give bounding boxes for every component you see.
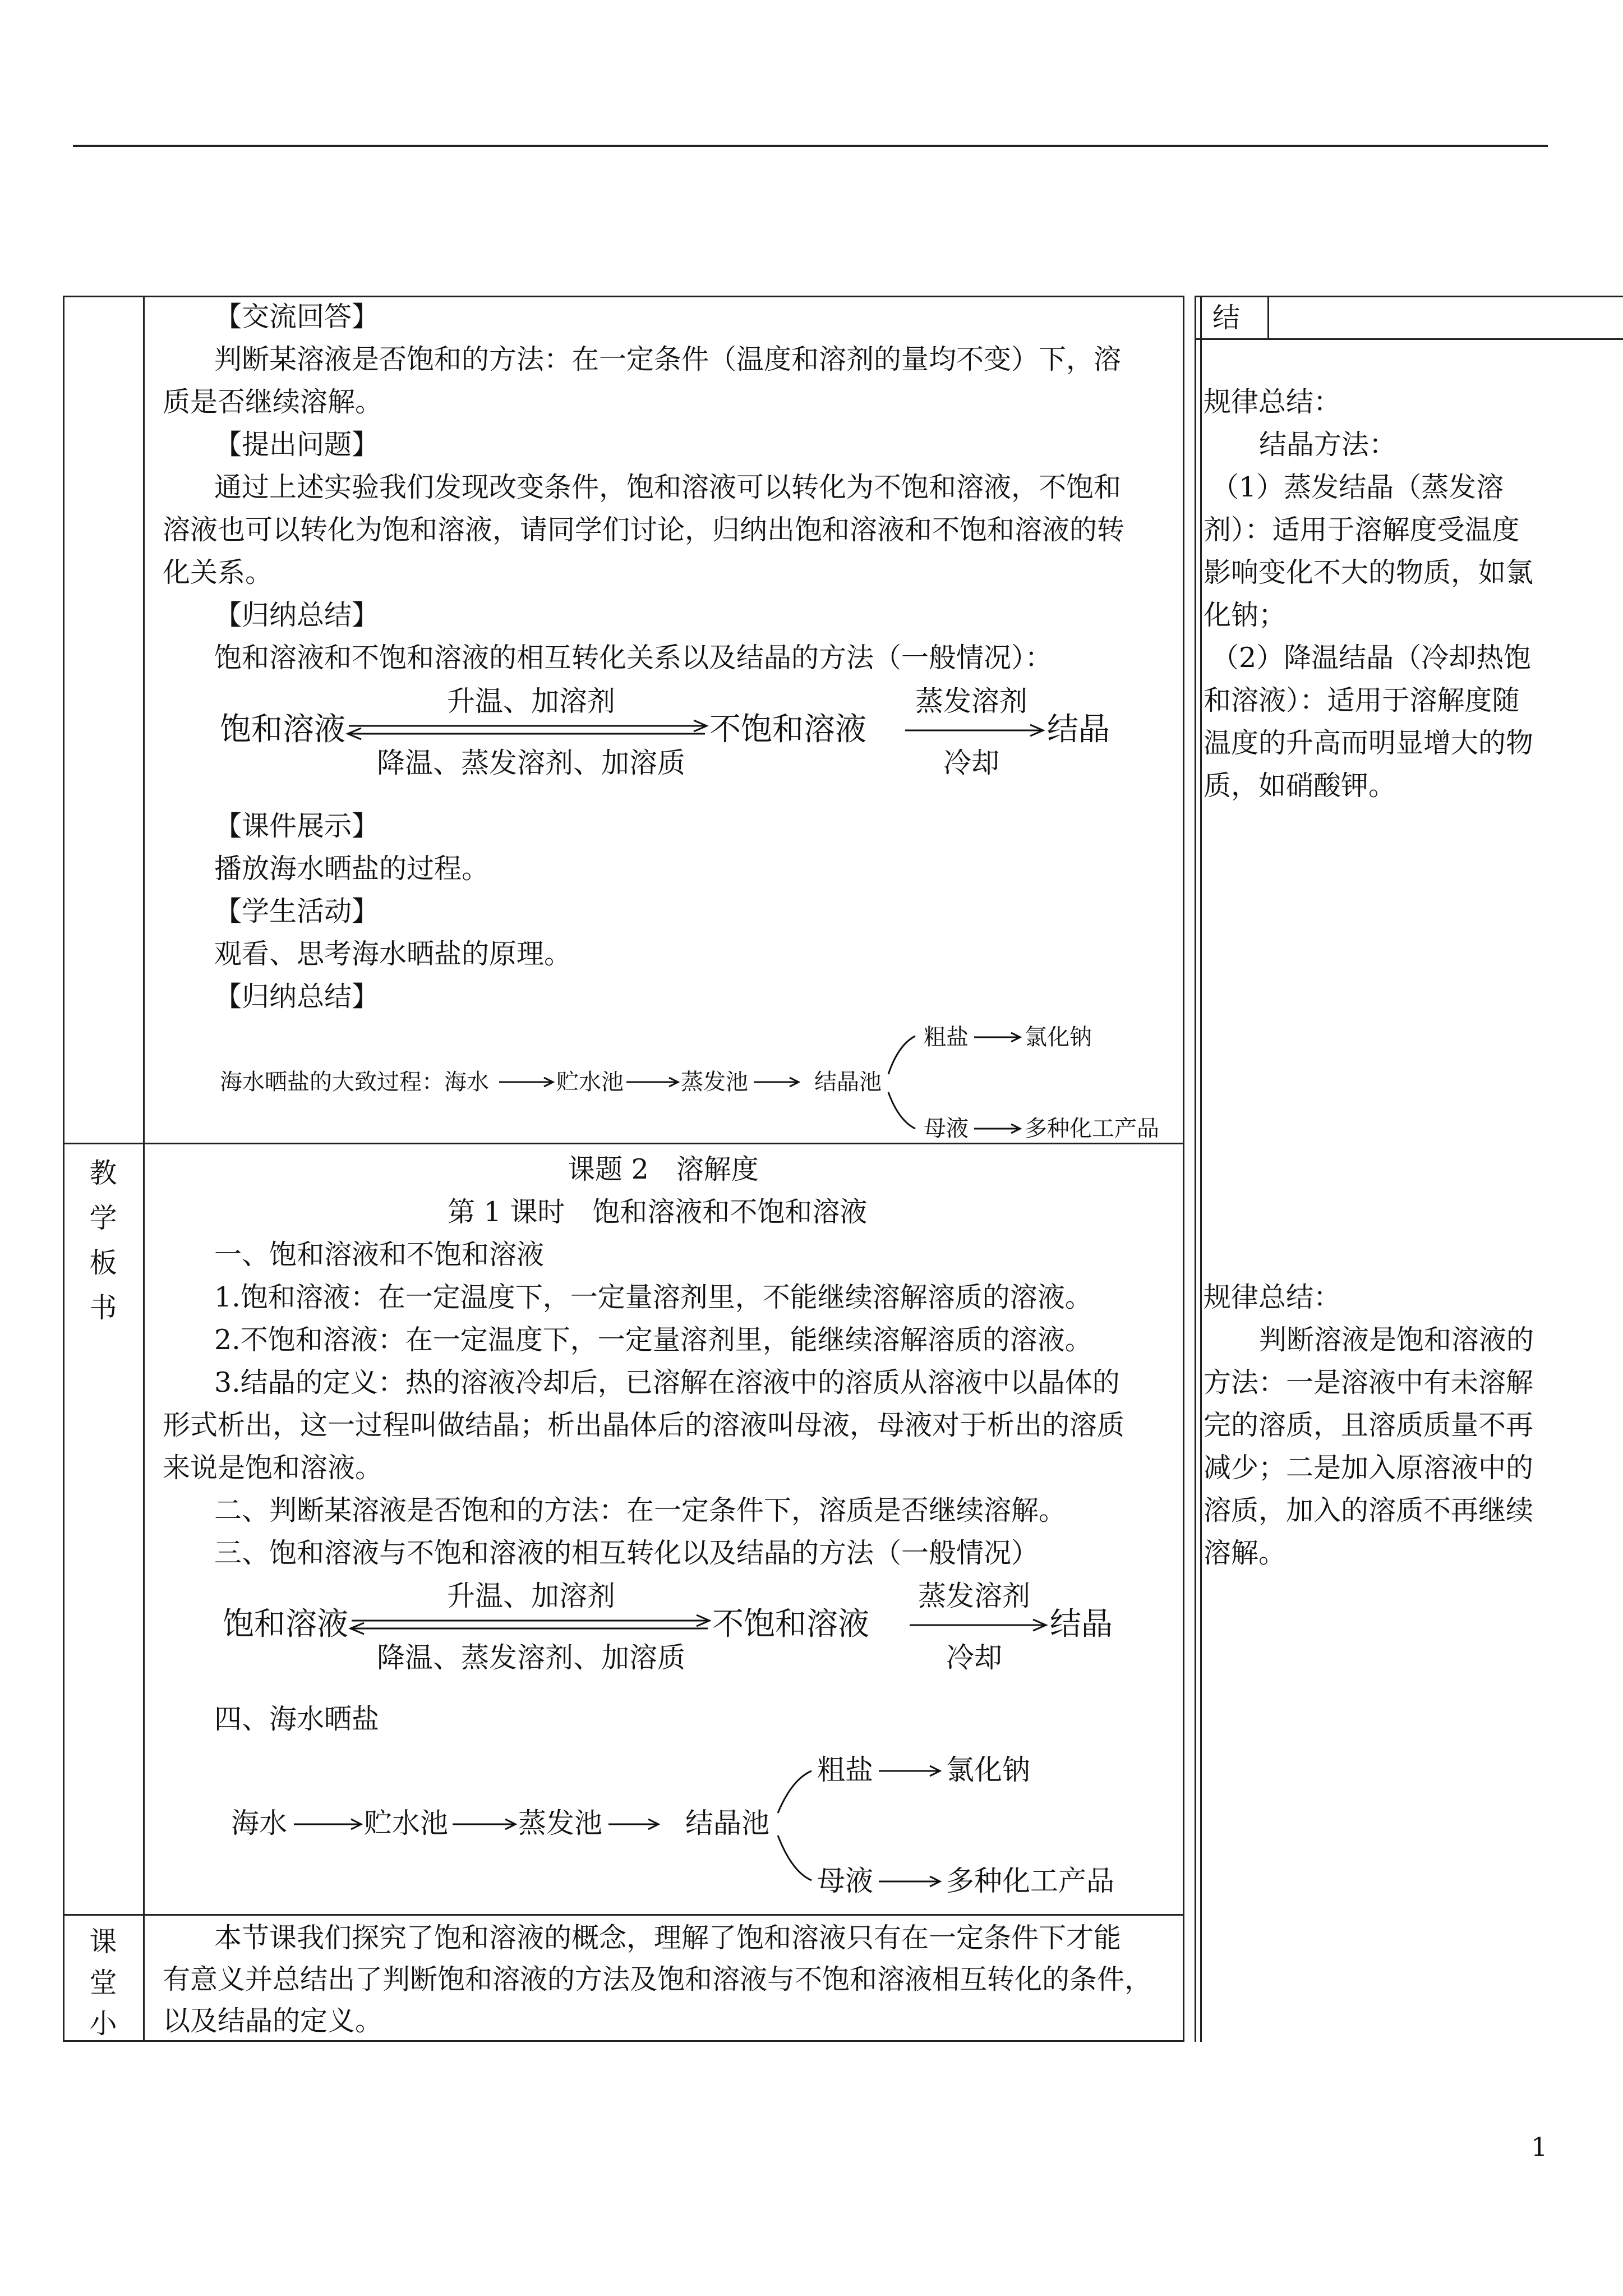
branch-chemical-products: 多种化工产品 <box>946 1865 1114 1897</box>
rule-line: 溶解。 <box>1204 1537 1287 1569</box>
label-char: 堂 <box>89 1967 117 1999</box>
board-item: 四、海水晒盐 <box>214 1703 380 1735</box>
summary-line: 本节课我们探究了饱和溶液的概念，理解了饱和溶液只有在一定条件下才能 <box>214 1922 1122 1954</box>
rule-line: 化钠； <box>1204 599 1287 631</box>
top-condition-label: 升温、加溶剂 <box>447 685 615 717</box>
saturated-solution-label: 饱和溶液 <box>223 1606 348 1642</box>
arrow-right-icon <box>608 1819 658 1829</box>
heading-exchange-answer: 【交流回答】 <box>214 301 380 333</box>
step-evaporation-pool: 蒸发池 <box>518 1807 602 1839</box>
side-header-divider <box>1195 338 1623 340</box>
arrow-right-icon <box>294 1819 361 1829</box>
board-item: 1.饱和溶液：在一定温度下，一定量溶剂里，不能继续溶解溶质的溶液。 <box>214 1281 1092 1313</box>
branch-coarse-salt: 粗盐 <box>924 1024 969 1050</box>
summary-line: 以及结晶的定义。 <box>163 2005 383 2037</box>
rule-line: 方法：一是溶液中有未溶解 <box>1204 1366 1534 1398</box>
row-divider-2 <box>63 1914 1184 1916</box>
column-divider <box>143 296 145 2042</box>
side-border-top <box>1195 296 1623 297</box>
label-char: 课 <box>89 1926 117 1958</box>
board-item: 二、判断某溶液是否饱和的方法：在一定条件下，溶质是否继续溶解。 <box>214 1494 1067 1526</box>
branch-sodium-chloride: 氯化钠 <box>1025 1024 1092 1050</box>
arrow-right-icon <box>499 1078 553 1087</box>
board-item: 2.不饱和溶液：在一定温度下，一定量溶剂里，能继续溶解溶质的溶液。 <box>214 1324 1092 1356</box>
rule-line: 质，如硝酸钾。 <box>1204 770 1396 802</box>
rule-title: 规律总结： <box>1204 1281 1341 1313</box>
arrow-right-icon <box>879 1766 940 1776</box>
board-item: 来说是饱和溶液。 <box>163 1452 383 1484</box>
rule-line: 溶质，加入的溶质不再继续 <box>1204 1494 1534 1526</box>
double-arrow-icon <box>351 1615 709 1634</box>
salt-process-prefix: 海水晒盐的大致过程：海水 <box>220 1069 489 1095</box>
text-line: 通过上述实验我们发现改变条件，饱和溶液可以转化为不饱和溶液，不饱和 <box>214 471 1122 503</box>
heading-summary-2: 【归纳总结】 <box>214 981 380 1013</box>
rule-line: 完的溶质，且溶质质量不再 <box>1204 1409 1534 1441</box>
evaporate-solvent-label: 蒸发溶剂 <box>915 685 1027 717</box>
evaporate-solvent-label: 蒸发溶剂 <box>918 1580 1030 1612</box>
label-char: 小 <box>89 2008 117 2040</box>
crystallization-label: 结晶 <box>1050 1606 1113 1642</box>
label-char: 学 <box>89 1202 117 1234</box>
side-border-left-inner <box>1200 296 1202 2042</box>
rule-line: （2）降温结晶（冷却热饱 <box>1211 642 1532 674</box>
step-storage-pool: 贮水池 <box>364 1807 448 1839</box>
top-condition-label: 升温、加溶剂 <box>447 1580 615 1612</box>
rule-line: 减少；二是加入原溶液中的 <box>1204 1452 1534 1484</box>
rule-title: 规律总结： <box>1204 386 1341 418</box>
text-line: 化关系。 <box>163 556 273 588</box>
heading-courseware: 【课件展示】 <box>214 810 380 842</box>
arrow-right-icon <box>754 1078 799 1087</box>
heading-summary: 【归纳总结】 <box>214 599 380 631</box>
step-evaporation-pool: 蒸发池 <box>681 1069 748 1095</box>
text-line: 判断某溶液是否饱和的方法：在一定条件（温度和溶剂的量均不变）下，溶 <box>214 343 1122 375</box>
conversion-diagram <box>220 685 1173 781</box>
side-notes <box>1195 296 1623 2042</box>
branch-mother-liquor: 母液 <box>924 1116 969 1140</box>
board-item: 一、饱和溶液和不饱和溶液 <box>214 1239 545 1271</box>
rule-line: 结晶方法： <box>1259 429 1397 461</box>
lesson-table <box>63 296 1184 2042</box>
bottom-condition-label: 降温、蒸发溶剂、加溶质 <box>377 747 685 779</box>
step-storage-pool: 贮水池 <box>556 1069 624 1095</box>
branch-arrows-icon <box>778 1771 811 1880</box>
rule-line: （1）蒸发结晶（蒸发溶 <box>1211 471 1504 503</box>
saturated-solution-label: 饱和溶液 <box>220 711 345 748</box>
side-header-cell-divider <box>1267 296 1269 339</box>
board-item: 形式析出，这一过程叫做结晶；析出晶体后的溶液叫母液，母液对于析出的溶质 <box>163 1409 1125 1441</box>
header-rule <box>73 145 1548 147</box>
rule-line: 温度的升高而明显增大的物 <box>1204 727 1534 759</box>
arrow-right-icon <box>626 1078 678 1087</box>
step-crystallization-pool: 结晶池 <box>814 1069 882 1095</box>
board-salt-process-diagram <box>231 1740 1184 1911</box>
arrow-right-icon <box>974 1033 1020 1042</box>
cool-label: 冷却 <box>943 747 999 779</box>
cool-label: 冷却 <box>946 1641 1002 1674</box>
arrow-right-icon <box>879 1876 940 1887</box>
side-border-left <box>1195 296 1196 2042</box>
text-line: 溶液也可以转化为饱和溶液，请同学们讨论，归纳出饱和溶液和不饱和溶液的转 <box>163 514 1125 546</box>
board-conversion-diagram <box>223 1580 1176 1676</box>
text-line: 饱和溶液和不饱和溶液的相互转化关系以及结晶的方法（一般情况）： <box>214 642 1053 674</box>
rule-line: 影响变化不大的物质，如氯 <box>1204 556 1534 588</box>
unsaturated-solution-label: 不饱和溶液 <box>712 1606 869 1642</box>
double-arrow-icon <box>348 720 707 739</box>
step-crystallization-pool: 结晶池 <box>685 1807 769 1839</box>
table-border-left <box>63 296 64 2042</box>
label-char: 书 <box>89 1292 117 1324</box>
side-header: 结 <box>1212 302 1241 334</box>
row-divider-1 <box>63 1143 1184 1144</box>
salt-process-diagram <box>220 1014 1173 1140</box>
text-line: 播放海水晒盐的过程。 <box>214 853 490 885</box>
text-line: 质是否继续溶解。 <box>163 386 383 418</box>
label-char: 板 <box>89 1247 117 1279</box>
arrow-right-icon <box>910 1619 1046 1631</box>
branch-sodium-chloride: 氯化钠 <box>946 1754 1030 1786</box>
unsaturated-solution-label: 不饱和溶液 <box>709 711 866 748</box>
summary-line: 有意义并总结出了判断饱和溶液的方法及饱和溶液与不饱和溶液相互转化的条件， <box>163 1963 1152 1995</box>
step-seawater: 海水 <box>231 1807 287 1839</box>
crystallization-label: 结晶 <box>1047 711 1110 748</box>
text-line: 观看、思考海水晒盐的原理。 <box>214 938 572 970</box>
heading-student-activity: 【学生活动】 <box>214 895 380 927</box>
board-title: 课题 2 溶解度 <box>568 1153 759 1185</box>
rule-line: 判断溶液是饱和溶液的 <box>1259 1324 1534 1356</box>
branch-coarse-salt: 粗盐 <box>817 1754 873 1786</box>
branch-chemical-products: 多种化工产品 <box>1025 1116 1159 1140</box>
bottom-condition-label: 降温、蒸发溶剂、加溶质 <box>377 1641 685 1674</box>
rule-line: 剂）：适用于溶解度受温度 <box>1204 514 1520 546</box>
page-number: 1 <box>1531 2132 1548 2162</box>
arrow-right-icon <box>453 1819 515 1829</box>
branch-mother-liquor: 母液 <box>817 1865 873 1897</box>
arrow-right-icon <box>905 725 1043 736</box>
label-char: 教 <box>89 1157 117 1189</box>
board-item: 三、饱和溶液与不饱和溶液的相互转化以及结晶的方法（一般情况） <box>214 1537 1039 1569</box>
arrow-right-icon <box>974 1124 1020 1133</box>
heading-raise-question: 【提出问题】 <box>214 429 380 461</box>
board-item: 3.结晶的定义：热的溶液冷却后，已溶解在溶液中的溶质从溶液中以晶体的 <box>214 1366 1120 1398</box>
branch-arrows-icon <box>888 1036 915 1129</box>
board-subtitle: 第 1 课时 饱和溶液和不饱和溶液 <box>448 1196 868 1228</box>
rule-line: 和溶液）：适用于溶解度随 <box>1204 684 1520 716</box>
